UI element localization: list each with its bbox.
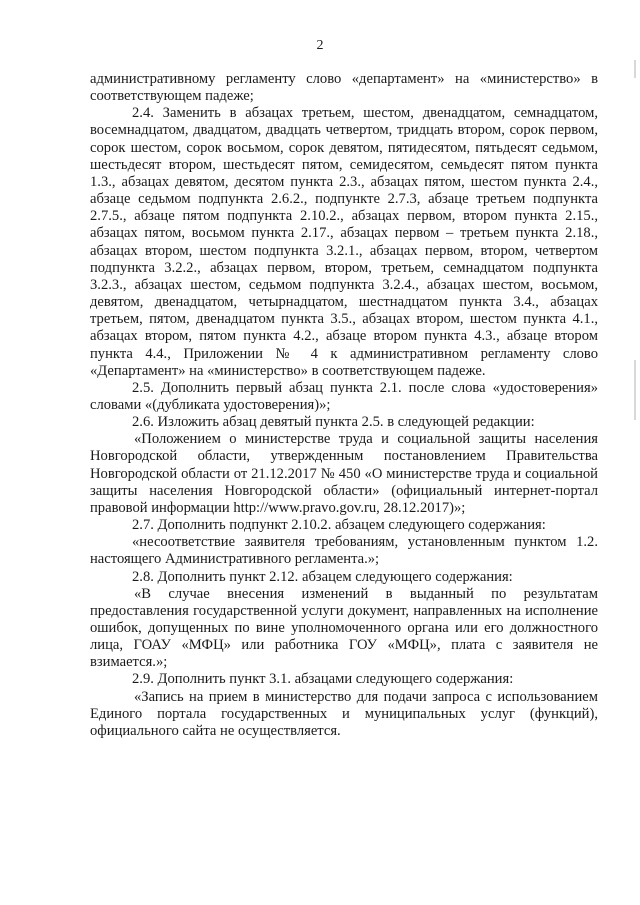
paragraph-2-8: 2.8. Дополнить пункт 2.12. абзацем следующего содержания: [132,568,513,585]
paragraph-continuation: административному регламенту слово «департамент» на «министерство» в соответствующем падеже; [90,71,598,105]
scan-margin-mark [634,60,636,78]
paragraph-2-7: 2.7. Дополнить подпункт 2.10.2. абзацем следующего содержания: [132,517,546,534]
page-number: 2 [316,38,324,53]
quote-2-7: «несоответствие заявителя требованиям, установленным пунктом 1.2. настоящего Административного регламента.»; [90,534,598,568]
document-body [90,71,598,740]
scan-margin-mark [634,360,636,420]
paragraph-2-6: 2.6. Изложить абзац девятый пункта 2.5. в следующей редакции: [132,414,535,431]
quote-2-8: «В случае внесения изменений в выданный по результатам предоставления государственной услуги документ, направленных на исполнение ошибок, допущенных по вине уполномоченного органа или его должностного лица, ГОАУ «МФЦ» или работника ГОУ «МФЦ», плата с заявителя не взимается.»; [90,585,598,671]
quote-2-6: «Положением о министерстве труда и социальной защиты населения Новгородской области, утвержденным постановлением Правительства Новгородской области от 21.12.2017 № 450 «О министерстве труда и социальной защиты населения Новгородской области» (официальный интернет-портал правовой информации http://www.pravo.gov.ru, 28.12.2017)»; [90,431,598,516]
paragraph-2-5: 2.5. Дополнить первый абзац пункта 2.1. после слова «удостоверения» словами «(дубликата удостоверения)»; [90,379,598,413]
paragraph-2-9: 2.9. Дополнить пункт 3.1. абзацами следующего содержания: [132,671,514,688]
quote-2-9: «Запись на прием в министерство для подачи запроса с использованием Единого портала государственных и муниципальных услуг (функций), официального сайта не осуществляется. [90,688,598,739]
paragraph-2-4: 2.4. Заменить в абзацах третьем, шестом, двенадцатом, семнадцатом, восемнадцатом, двадцатом, двадцать четвертом, тридцать втором, сорок первом, сорок шестом, сорок восьмом, сорок девятом, пятидесятом, пятьдесят седьмом, шестьдесят втором, шестьдесят пятом, семидесятом, семьдесят пятом пункта 1.3., абзацах девятом, десятом пункта 2.3., абзацах пятом, шестом пункта 2.4., абзаце седьмом подпункта 2.6.2., подпункте 2.7.3, абзаце третьем подпункта 2.7.5., абзаце пятом подпункта 2.10.2., абзацах первом, втором пункта 2.15., абзацах пятом, восьмом пункта 2.17., абзацах первом – третьем пункта 2.18., абзацах втором, шестом подпункта 3.2.1., абзацах первом, втором, четвертом подпункта 3.2.2., абзацах первом, втором, третьем, семнадцатом подпункта 3.2.3., абзацах шестом, седьмом подпункта 3.2.4., абзацах шестом, восьмом, девятом, двенадцатом, четырнадцатом, шестнадцатом пункта 3.4., абзацах третьем, пятом, двенадцатом пункта 3.5., абзацах втором, шестом пункта 4.1., абзацах втором, пятом пункта 4.2., абзаце втором пункта 4.3., абзаце втором пункта 4.4., Приложении № 4 к административном регламенту слово «Департамент» на «министерство» в соответствующем падеже. [90,105,598,379]
